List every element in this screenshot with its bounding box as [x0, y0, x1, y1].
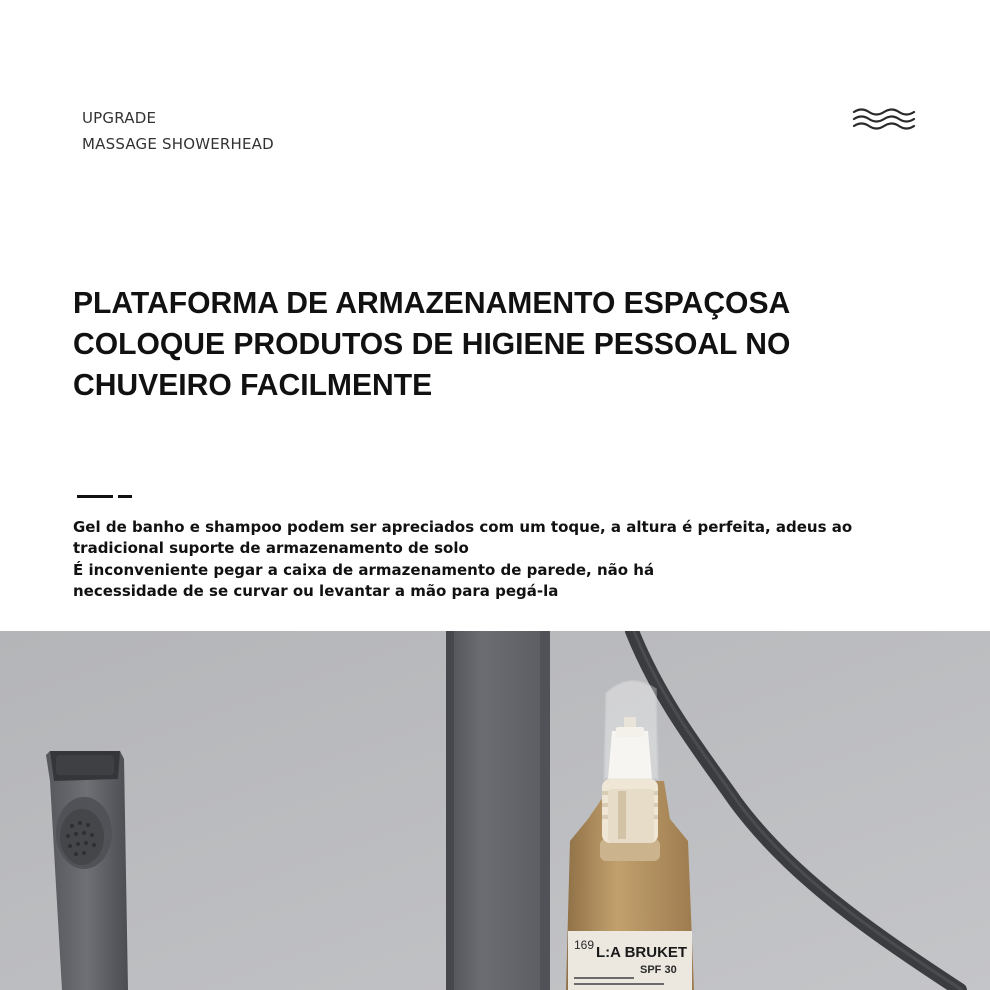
- product-tagline: [82, 105, 274, 157]
- tagline-line-2: MASSAGE SHOWERHEAD: [82, 135, 274, 153]
- accent-divider: [77, 495, 133, 499]
- headline-line-2: COLOQUE PRODUTOS DE HIGIENE PESSOAL NO: [73, 326, 791, 361]
- bottle-brand: L:A BRUKET: [596, 944, 688, 961]
- headline: [73, 282, 927, 405]
- headline-line-3: CHUVEIRO FACILMENTE: [73, 367, 433, 402]
- bottle-number: 169: [574, 938, 595, 952]
- description-paragraph-2: É inconveniente pegar a caixa de armazenamento de parede, não há necessidade de se curvar ou levantar a mão para pegá-la: [73, 561, 655, 600]
- bottle-spf: SPF 30: [640, 964, 677, 976]
- waves-icon: [852, 106, 916, 132]
- description-paragraph-1: Gel de banho e shampoo podem ser apreciados com um toque, a altura é perfeita, adeus ao tradicional suporte de armazenamento de solo: [73, 518, 853, 557]
- shower-bar: [446, 631, 550, 990]
- description: [73, 517, 873, 602]
- tagline-line-1: UPGRADE: [82, 109, 157, 127]
- shower-scene-illustration: [0, 631, 990, 990]
- headline-line-1: PLATAFORMA DE ARMAZENAMENTO ESPAÇOSA: [73, 285, 791, 320]
- product-photo: [0, 631, 990, 990]
